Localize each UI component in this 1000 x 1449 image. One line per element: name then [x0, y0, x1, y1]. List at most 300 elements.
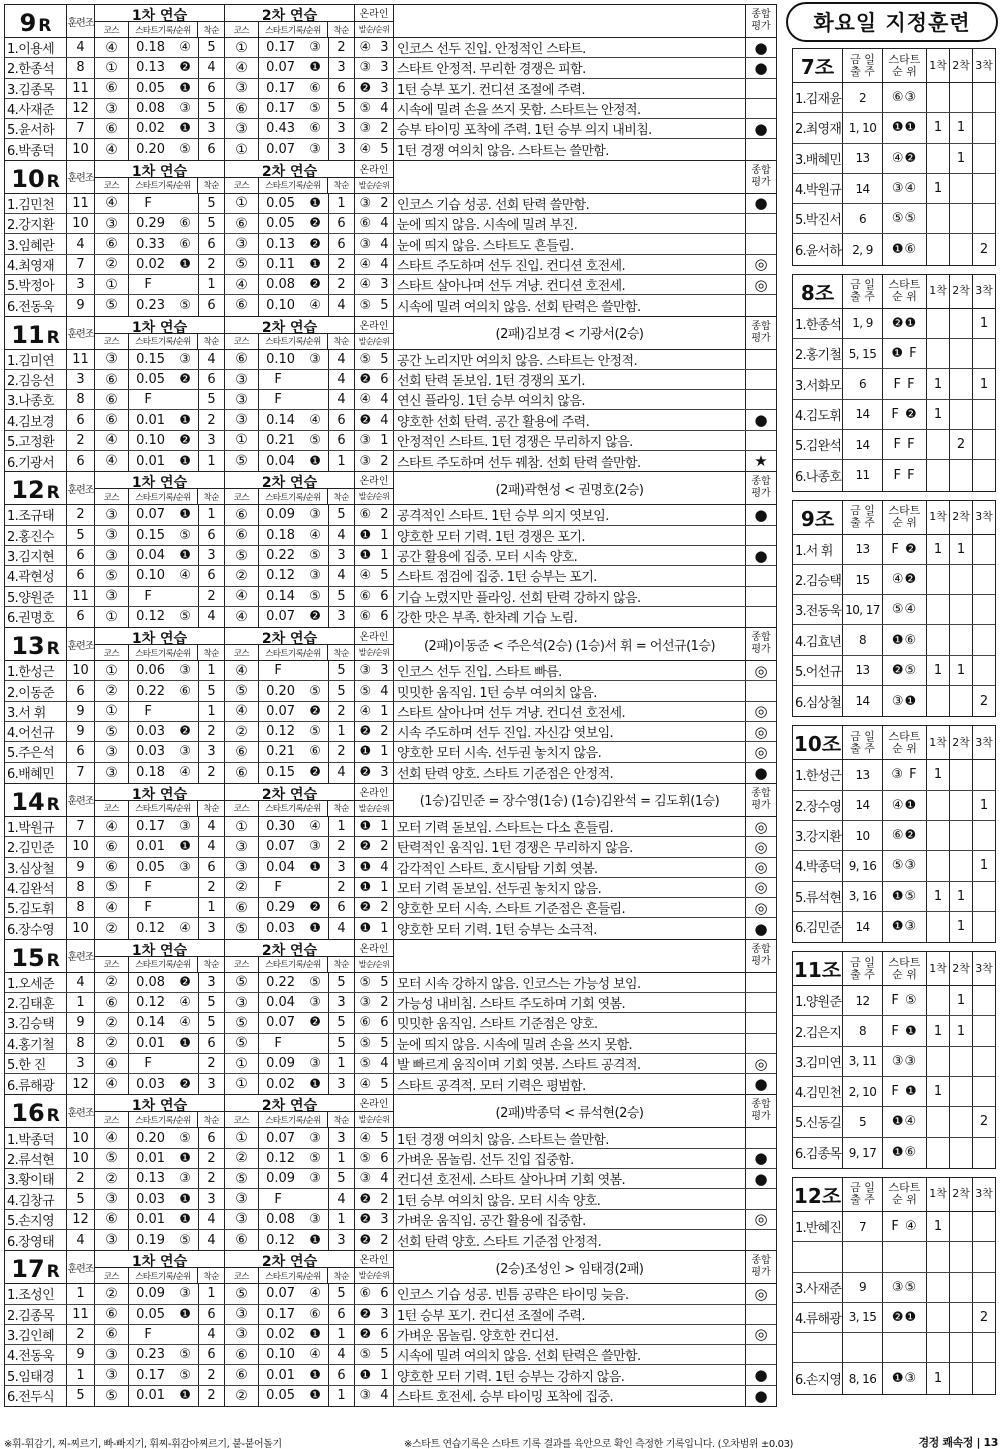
racer-name: 2.강지환	[5, 214, 67, 233]
online-result	[355, 1230, 394, 1250]
start-time: 0.23	[136, 297, 166, 313]
online-rank: 5	[380, 1130, 389, 1146]
eval-header	[746, 5, 776, 37]
training-group: 2	[67, 1325, 95, 1344]
finish-1: 2	[199, 410, 225, 429]
start-time: 0.02	[136, 121, 166, 137]
start-time: 0.20	[266, 683, 296, 699]
course-1: ⑤	[95, 566, 129, 585]
place-2: 1	[950, 912, 973, 942]
online-result	[355, 1169, 394, 1188]
finish-1: 4	[199, 58, 225, 77]
group-header	[793, 275, 995, 309]
online-start: ❷	[359, 1211, 372, 1227]
start-rank: ❶	[309, 60, 321, 76]
racer-name: 4.곽현성	[5, 566, 67, 585]
start-time: 0.09	[266, 1171, 296, 1187]
racer-name: 3.서화모	[793, 369, 843, 398]
group-row	[793, 851, 995, 881]
group-row	[793, 339, 995, 369]
place-3: 2	[979, 693, 989, 709]
finish-1: 5	[199, 390, 225, 409]
course-2: ④	[225, 275, 259, 294]
start-ranks: ❶⑥	[883, 625, 927, 654]
finish-1: 6	[199, 1345, 225, 1364]
start-ranks: ❷⑤	[883, 656, 927, 685]
eval-mark	[746, 214, 776, 233]
start-record-2	[259, 1365, 329, 1384]
eval-mark: ◎	[754, 1325, 768, 1344]
training-group: 8	[67, 58, 95, 77]
start-time: 0.10	[136, 432, 166, 448]
course-1: ③	[95, 505, 129, 524]
practice-subheader	[95, 800, 224, 816]
start-rank: ③	[179, 351, 191, 367]
finish-1: 4	[199, 607, 225, 627]
start-rank: ❶	[179, 256, 191, 272]
course-2: ①	[225, 431, 259, 450]
racer-row	[5, 973, 776, 993]
eval-mark	[746, 1189, 776, 1208]
eval-header	[746, 472, 776, 504]
racer-name: 3.사재준	[793, 1273, 843, 1302]
training-group: 5	[67, 526, 95, 545]
online-start: ④	[359, 1130, 372, 1146]
place-3	[973, 430, 995, 459]
start-rank: ④	[179, 40, 191, 56]
finish-2: 1	[329, 1149, 355, 1168]
start-record-1	[129, 1189, 199, 1208]
start-time: 0.17	[136, 1367, 166, 1383]
online-result	[355, 99, 394, 118]
online-rank: 4	[380, 256, 389, 272]
start-time: 0.17	[266, 1306, 296, 1322]
start-rank: ❶	[179, 80, 191, 96]
place-2	[950, 1242, 973, 1271]
practice-subheader	[225, 1267, 354, 1283]
race-number-value: 12	[11, 476, 45, 505]
course-2: ③	[225, 837, 259, 856]
start-record-1	[129, 234, 199, 253]
start-record-2	[259, 742, 329, 761]
online-rank: 5	[380, 1347, 389, 1363]
start-rank: ⑤	[179, 1232, 191, 1248]
start-record-1	[129, 681, 199, 700]
online-start: ❷	[359, 724, 372, 740]
start-time: 0.21	[266, 744, 296, 760]
start-record-1	[129, 702, 199, 721]
race-header	[5, 5, 776, 38]
place-1	[927, 144, 950, 173]
finish-1: 1	[199, 1284, 225, 1303]
race-header	[5, 784, 776, 817]
start-record-2	[259, 234, 329, 253]
finish-2: 3	[329, 1074, 355, 1094]
training-group: 10	[67, 1128, 95, 1147]
eval-mark: ◎	[754, 742, 768, 761]
finish-2: 3	[329, 119, 355, 138]
practice-subheader	[95, 333, 224, 349]
start-time: 0.18	[266, 527, 296, 543]
finish-1: 3	[199, 973, 225, 992]
training-group-header: 훈련조	[67, 940, 95, 972]
racer-name: 3.나종호	[5, 390, 67, 409]
eval-label-1: 종합	[751, 1099, 771, 1111]
course-2: ②	[225, 566, 259, 585]
start-record-1	[129, 661, 199, 680]
course-1: ④	[95, 898, 129, 917]
start-record-2	[259, 1013, 329, 1032]
start-rank: ❷	[179, 724, 191, 740]
training-group: 9	[67, 858, 95, 877]
online-result	[355, 1210, 394, 1229]
finish-1: 2	[199, 722, 225, 741]
start-time: 0.08	[136, 974, 166, 990]
online-start: ⑤	[359, 1056, 372, 1072]
place-1: 1	[927, 174, 950, 203]
comment: 감각적인 스타트. 호시탐탐 기회 엿봄.	[394, 858, 746, 877]
start-time: 0.05	[266, 216, 296, 232]
racer-row	[5, 350, 776, 370]
start-time: 0.12	[136, 609, 166, 625]
start-rank: ④	[179, 765, 191, 781]
racer-name: 6.김종목	[793, 1138, 843, 1168]
place-2	[950, 204, 973, 233]
eval-mark	[746, 1345, 776, 1364]
racer-name: 4.류해광	[793, 1303, 843, 1332]
start-rank: ❶	[309, 1232, 321, 1248]
start-time: F	[274, 879, 282, 895]
start-time: F	[274, 392, 282, 408]
start-rank: ⑤	[309, 683, 321, 699]
practice-header-first	[95, 940, 225, 972]
racer-name: 5.박진서	[793, 204, 843, 233]
race-note: (1승)김민준 = 장수영(1승) (1승)김완석 = 김도휘(1승)	[394, 784, 746, 816]
sidebar-title: 화요일 지정훈련	[786, 2, 998, 42]
online-result	[355, 1305, 394, 1324]
start-label-1: 스타트	[888, 52, 921, 66]
start-time: 0.07	[266, 703, 296, 719]
start-rank: ③	[179, 859, 191, 875]
finish-header: 착순	[203, 1271, 219, 1282]
comment: 가벼운 몸놀림. 선두 진입 집중함.	[394, 1149, 746, 1168]
start-rank: ⑤	[179, 527, 191, 543]
course-1: ③	[95, 1189, 129, 1208]
training-group: 4	[67, 234, 95, 253]
comment: 스타트 안정적. 무리한 경쟁은 피함.	[394, 58, 746, 77]
practice-title: 1차 연습	[131, 8, 188, 24]
eval-mark: ●	[754, 1149, 768, 1168]
place-2: 1	[950, 1016, 973, 1045]
start-rank-header: 스타트기록/순위	[129, 645, 198, 660]
finish-1: 6	[199, 1034, 225, 1053]
comment: 컨디션 호전세. 스타트 살아나며 기회 엿봄.	[394, 1169, 746, 1188]
start-time: 0.22	[136, 683, 166, 699]
online-result	[355, 390, 394, 409]
place-2	[950, 1303, 973, 1332]
finish-1: 5	[199, 993, 225, 1012]
start-rank: ⑤	[309, 432, 321, 448]
online-start: ⑥	[359, 588, 372, 604]
online-rank: 4	[380, 236, 389, 252]
racer-name: 4.어선규	[5, 722, 67, 741]
online-start: ③	[359, 432, 372, 448]
start-record-2	[259, 1149, 329, 1168]
start-record-2	[259, 526, 329, 545]
practice-header-second	[225, 161, 355, 193]
start-record-2	[259, 214, 329, 233]
start-record-2	[259, 1128, 329, 1147]
start-record-1	[129, 275, 199, 294]
finish-1: 2	[199, 255, 225, 274]
finish-2: 4	[329, 763, 355, 783]
start-label-2: 순 위	[892, 967, 917, 981]
finish-1: 1	[199, 898, 225, 917]
online-start: ❷	[359, 1306, 372, 1322]
finish-1: 2	[199, 878, 225, 897]
eval-header	[746, 161, 776, 193]
start-record-1	[129, 38, 199, 57]
start-time: 0.07	[136, 507, 166, 523]
finish-header: 착순	[203, 181, 219, 192]
course-1: ③	[95, 763, 129, 783]
start-time: F	[144, 195, 152, 211]
training-group: 6	[67, 546, 95, 565]
racer-name: 4.사재준	[5, 99, 67, 118]
group-row	[793, 144, 995, 174]
start-time: 0.22	[266, 974, 296, 990]
start-record-1	[129, 763, 199, 783]
finish-1: 6	[199, 139, 225, 159]
start-record-2	[259, 1386, 329, 1406]
race-header	[5, 628, 776, 661]
start-time: 0.11	[266, 256, 296, 272]
course-header: 코스	[225, 22, 259, 37]
racer-row	[5, 58, 776, 78]
online-result	[355, 1054, 394, 1073]
start-ranks	[883, 1242, 927, 1271]
start-rank-header: 스타트기록/순위	[259, 645, 328, 660]
place-3	[973, 1077, 995, 1106]
racer-row	[5, 702, 776, 722]
start-record-2	[259, 566, 329, 585]
place-3	[973, 113, 995, 142]
group-row	[793, 460, 995, 490]
online-header	[355, 1095, 394, 1127]
training-group: 1	[67, 993, 95, 1012]
eval-label-1: 종합	[751, 632, 771, 644]
course-1: ⑥	[95, 234, 129, 253]
finish-header: 착순	[333, 337, 349, 348]
finish-2: 4	[329, 295, 355, 315]
finish-2: 5	[329, 661, 355, 680]
start-rank: ❷	[179, 372, 191, 387]
finish-2: 3	[329, 1128, 355, 1147]
practice-subheader	[95, 1111, 224, 1127]
course-1: ②	[95, 1013, 129, 1032]
start-ranks: ❶④	[883, 1107, 927, 1136]
online-rank: 3	[380, 1306, 389, 1322]
training-group: 3	[67, 1054, 95, 1073]
start-time: 0.01	[266, 1367, 296, 1383]
start-ranks: ❷❶	[883, 1303, 927, 1332]
start-record-2	[259, 661, 329, 680]
course-2: ②	[225, 722, 259, 741]
start-ranks: ④❷	[883, 144, 927, 173]
training-group-header: 훈련조	[67, 161, 95, 193]
eval-mark: ◎	[754, 255, 768, 274]
online-rank: 3	[380, 765, 389, 781]
group-row	[793, 1107, 995, 1137]
race-table	[4, 4, 777, 160]
online-rank: 5	[380, 1076, 389, 1092]
start-record-1	[129, 431, 199, 450]
place-1	[927, 339, 950, 368]
start-record-2	[259, 918, 329, 938]
place-3	[973, 565, 995, 594]
course-2: ④	[225, 607, 259, 627]
racer-name: 4.김도휘	[793, 400, 843, 429]
days-label-2: 출 주	[850, 290, 875, 304]
finish-1: 3	[199, 546, 225, 565]
place-1	[927, 1047, 950, 1076]
group-row	[793, 986, 995, 1016]
practice-title: 2차 연습	[261, 1254, 318, 1271]
place-3: 2	[979, 1114, 989, 1130]
days-label-1: 금 일	[850, 504, 875, 518]
start-time: 0.21	[266, 432, 296, 448]
racer-name: 3.김승택	[5, 1013, 67, 1032]
place-1	[927, 1333, 950, 1362]
start-time: 0.19	[136, 1232, 166, 1248]
place-3	[973, 1242, 995, 1271]
eval-mark	[746, 350, 776, 369]
start-ranks	[883, 1333, 927, 1362]
start-record-2	[259, 390, 329, 409]
course-1: ③	[95, 587, 129, 606]
racer-name: 3.배혜민	[793, 144, 843, 173]
course-1: ⑥	[95, 1325, 129, 1344]
training-group: 11	[67, 587, 95, 606]
start-time: 0.12	[136, 995, 166, 1011]
start-rank: ❶	[309, 1076, 321, 1092]
finish-header: 착순	[203, 25, 219, 36]
online-start: ⑤	[359, 974, 372, 990]
eval-header	[746, 784, 776, 816]
place-3	[973, 83, 995, 112]
start-label-2: 순 위	[892, 290, 917, 304]
online-start: ④	[359, 277, 372, 293]
online-rank: 4	[380, 1388, 389, 1404]
finish-2: 6	[329, 1365, 355, 1384]
course-1: ①	[95, 275, 129, 294]
course-2: ⑥	[225, 99, 259, 118]
comment: 공간 활용에 집중. 모터 시속 양호.	[394, 546, 746, 565]
online-start: ③	[359, 236, 372, 252]
online-subtitle: 발순/순위	[355, 1267, 393, 1283]
racer-name: 6.김민준	[793, 912, 843, 942]
online-rank: 5	[380, 351, 389, 367]
eval-mark	[746, 295, 776, 315]
finish-1: 3	[199, 918, 225, 938]
online-result	[355, 1345, 394, 1364]
online-result	[355, 505, 394, 524]
course-2: ①	[225, 139, 259, 159]
start-rank: ④	[179, 995, 191, 1011]
start-record-1	[129, 526, 199, 545]
start-time: 0.03	[266, 921, 296, 937]
finish-2: 2	[329, 878, 355, 897]
online-result	[355, 1013, 394, 1032]
start-rank-header: 스타트기록/순위	[259, 1268, 328, 1283]
group-name: 9조	[793, 501, 843, 534]
online-result	[355, 898, 394, 917]
start-rank: ⑥	[309, 121, 321, 137]
racer-name: 2.김은지	[793, 1016, 843, 1045]
start-label-2: 순 위	[892, 64, 917, 78]
online-result	[355, 214, 394, 233]
comment: 가벼운 몸놀림. 양호한 컨디션.	[394, 1325, 746, 1344]
start-time: 0.07	[266, 60, 296, 76]
eval-mark	[746, 566, 776, 585]
place-header-3: 3착	[975, 510, 993, 524]
practice-header-first	[95, 1251, 225, 1283]
online-start: ⑥	[359, 216, 372, 232]
racer-name	[793, 1333, 843, 1362]
course-1: ②	[95, 1284, 129, 1303]
place-header-1: 1착	[927, 275, 950, 308]
comment: 스타트 살아나며 선두 겨냥. 컨디션 호전세.	[394, 702, 746, 721]
racer-name: 1.한종석	[793, 309, 843, 338]
racer-row	[5, 390, 776, 410]
online-rank: 2	[380, 453, 389, 469]
comment: 모터 기력 돋보임. 스타트는 다소 흔들림.	[394, 817, 746, 836]
start-record-2	[259, 38, 329, 57]
racer-name: 2.김승택	[793, 565, 843, 594]
finish-header: 착순	[203, 648, 219, 659]
place-header-3: 3착	[975, 735, 993, 749]
eval-mark	[746, 587, 776, 606]
race-days: 9, 16	[843, 851, 883, 880]
place-header-3: 3착	[975, 961, 993, 975]
online-start: ❷	[359, 839, 372, 855]
start-rank-header: 스타트기록/순위	[129, 957, 198, 972]
days-label-2: 출 주	[850, 741, 875, 755]
group-row	[793, 821, 995, 851]
finish-2: 5	[329, 1034, 355, 1053]
course-2: ⑥	[225, 1230, 259, 1250]
start-ranks: ❶③	[883, 1363, 927, 1393]
course-header: 코스	[225, 1268, 259, 1283]
online-result	[355, 1189, 394, 1208]
comment: 승부 타이밍 포착에 주력. 1턴 승부 의지 내비침.	[394, 119, 746, 138]
start-rank-header: 스타트기록/순위	[129, 22, 198, 37]
course-2: ①	[225, 817, 259, 836]
online-header	[355, 784, 394, 816]
training-group: 11	[67, 79, 95, 98]
start-time: 0.12	[266, 724, 296, 740]
course-2: ⑤	[225, 1169, 259, 1188]
training-group: 6	[67, 566, 95, 585]
practice-subheader	[225, 488, 354, 504]
practice-subheader	[225, 333, 354, 349]
practice-title: 2차 연습	[261, 786, 318, 803]
start-record-1	[129, 817, 199, 836]
eval-mark: ◎	[754, 275, 768, 294]
place-header-2: 2착	[950, 1178, 973, 1211]
practice-subheader	[95, 644, 224, 660]
online-result	[355, 722, 394, 741]
